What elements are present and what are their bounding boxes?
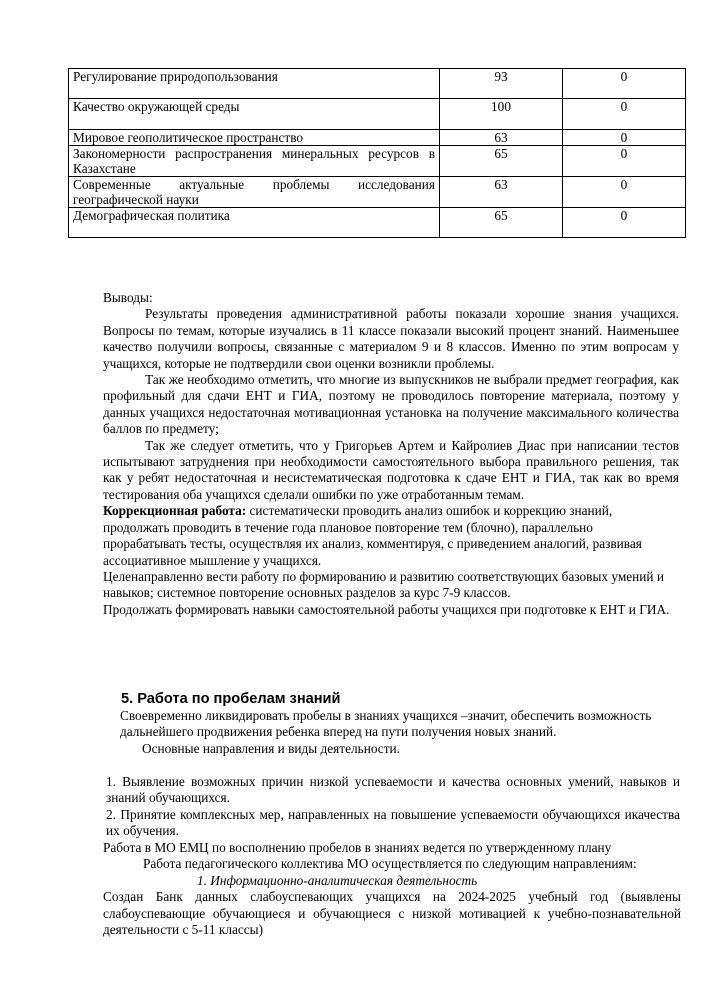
topic-cell: Регулирование природопользования xyxy=(69,69,440,99)
zero-cell: 0 xyxy=(563,146,686,177)
table-row xyxy=(69,146,686,177)
topic-cell: Современные актуальные проблемы исследования географической науки xyxy=(69,177,440,208)
list-item: 1. Выявление возможных причин низкой успеваемости и качества основных умений, навыков и знаний обучающихся. xyxy=(106,774,680,806)
topic-cell: Закономерности распространения минеральных ресурсов в Казахстане xyxy=(69,146,440,177)
zero-cell: 0 xyxy=(563,208,686,238)
staff-paragraph: Работа педагогического коллектива МО осуществляется по следующим направлениям: xyxy=(143,856,637,872)
conclusions-heading: Выводы: xyxy=(103,290,153,305)
correction-paragraph xyxy=(103,503,679,569)
section-intro xyxy=(120,708,660,757)
table-row xyxy=(69,69,686,99)
value-cell: 63 xyxy=(440,177,563,208)
zero-cell: 0 xyxy=(563,177,686,208)
value-cell: 65 xyxy=(440,208,563,238)
zero-cell: 0 xyxy=(563,130,686,146)
table-row xyxy=(69,208,686,238)
bank-paragraph: Создан Банк данных слабоуспевающих учащихся на 2024-2025 учебный год (выявлены слабоуспевающие обучающиеся и обучающиеся с низкой мотивацией к учебно-познавательной деятельности с 5-11 классы) xyxy=(103,889,681,938)
value-cell: 63 xyxy=(440,130,563,146)
value-cell: 100 xyxy=(440,99,563,130)
directions-list xyxy=(106,774,680,840)
value-cell: 65 xyxy=(440,146,563,177)
conclusions-paragraph: Так же необходимо отметить, что многие из выпускников не выбрали предмет география, как профильный для сдачи ЕНТ и ГИА, поэтому не проводилось повторение материала, поэтому у данных учащихся недостаточная мотивационная установка на получение максимального количества баллов по предмету; xyxy=(103,372,679,437)
conclusions-paragraph: Продолжать формировать навыки самостоятельной работы учащихся при подготовке к ЕНТ и ГИА. xyxy=(103,601,670,617)
intro-paragraph: Своевременно ликвидировать пробелы в знаниях учащихся –значит, обеспечить возможность дальнейшего продвижения ребенка вперед на пути получения новых знаний. xyxy=(120,708,652,740)
directions-heading: Основные направления и виды деятельности. xyxy=(142,740,400,756)
zero-cell: 0 xyxy=(563,69,686,99)
section-title: 5. Работа по пробелам знаний xyxy=(121,691,341,707)
results-table xyxy=(68,68,686,238)
subitem-heading: 1. Информационно-аналитическая деятельность xyxy=(197,872,478,888)
list-item: 2. Принятие комплексных мер, направленных на повышение успеваемости обучающихся икачества их обучения. xyxy=(106,806,680,839)
topic-cell: Качество окружающей среды xyxy=(69,99,440,130)
plan-paragraph: Работа в МО ЕМЦ по восполнению пробелов в знаниях ведется по утвержденному плану xyxy=(103,840,612,855)
zero-cell: 0 xyxy=(563,99,686,130)
correction-label: Коррекционная работа: xyxy=(103,503,247,519)
conclusions-paragraph: Результаты проведения административной работы показали хорошие знания учащихся. Вопросы по темам, которые изучались в 11 классе показали высокий процент знаний. Наименьшее качество получили вопросы, связанные с материалом 9 и 8 классов. Именно по этим вопросам у учащихся, которые не подтвердили свои оценки возникли проблемы. xyxy=(103,306,679,371)
plan-block xyxy=(103,840,681,938)
conclusions-block xyxy=(103,290,679,618)
table-row xyxy=(69,99,686,130)
topic-cell: Мировое геополитическое пространство xyxy=(69,130,440,146)
conclusions-paragraph: Целенаправленно вести работу по формированию и развитию соответствующих базовых умений и навыков; системное повторение основных разделов за курс 7-9 классов. xyxy=(103,568,664,601)
correction-text: систематически проводить анализ ошибок и коррекцию знаний, продолжать проводить в течение года плановое повторение тем (блочно), параллельно прорабатывать тесты, осуществляя их анализ, комментируя, с приведением аналогий, развивая ассоциативное мышление у учащихся. xyxy=(103,503,642,568)
table-row xyxy=(69,130,686,146)
value-cell: 93 xyxy=(440,69,563,99)
topic-cell: Демографическая политика xyxy=(69,208,440,238)
table-row xyxy=(69,177,686,208)
conclusions-paragraph: Так же следует отметить, что у Григорьев Артем и Кайролиев Диас при написании тестов испытывают затруднения при необходимости самостоятельного выбора правильного решения, так как у ребят недостаточная и несистематическая подготовка к сдаче ЕНТ и ГИА, так как во время тестирования оба учащихся сделали ошибки по уже отработанным темам. xyxy=(103,437,679,502)
